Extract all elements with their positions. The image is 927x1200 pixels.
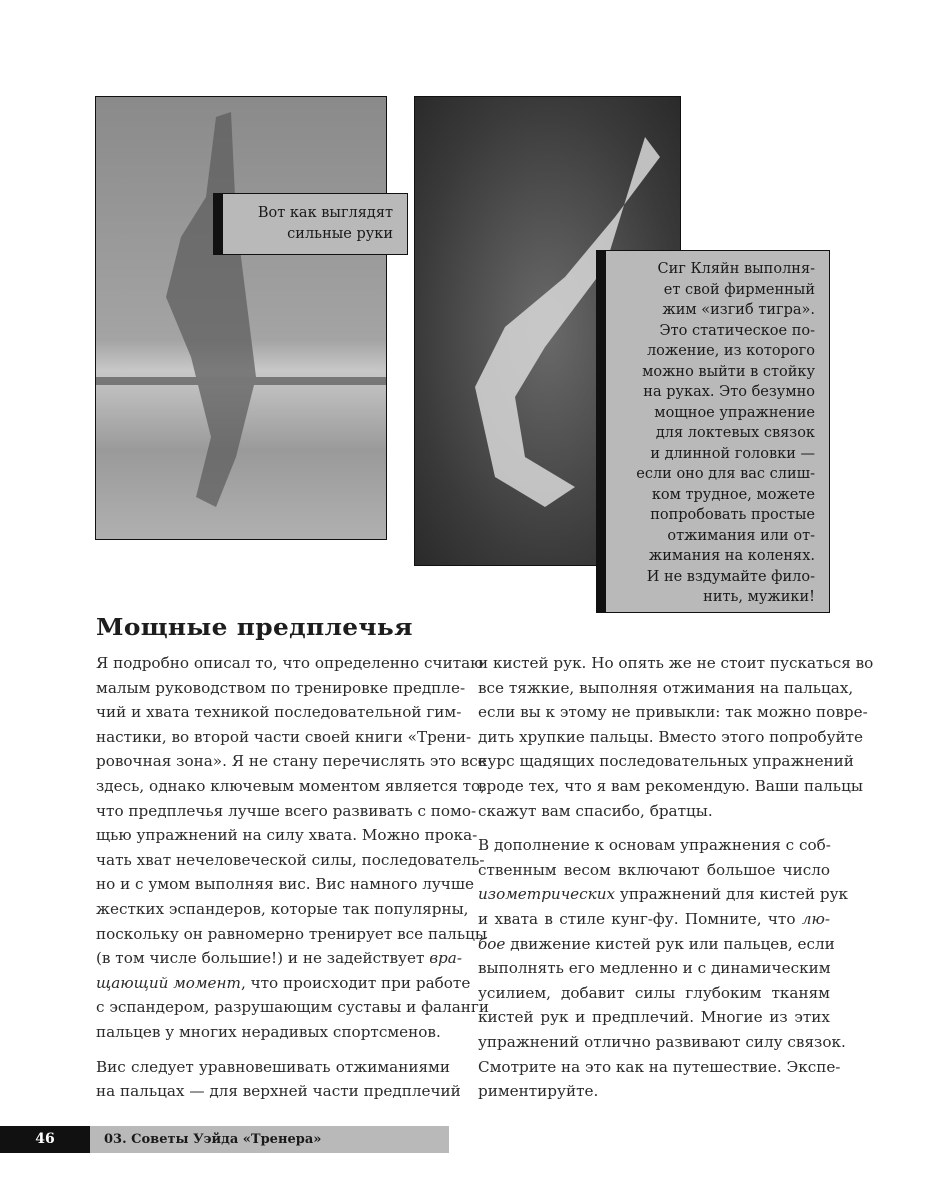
- text-line: [96, 995, 489, 1020]
- text-segment: Вис следует уравновешивать отжиманиями: [96, 1057, 450, 1076]
- caption-line: жим «изгиб тигра».: [662, 302, 815, 318]
- text-segment: скажут вам спасибо, братцы.: [478, 801, 713, 820]
- text-line: [478, 774, 863, 799]
- text-segment: выполнять его медленно и с динамическим: [478, 959, 831, 978]
- text-line: [478, 700, 868, 725]
- text-line: [478, 799, 830, 824]
- text-segment: если вы к этому не привыкли: так можно повре-: [478, 703, 868, 722]
- text-line: [96, 1055, 450, 1080]
- paragraph: [96, 651, 489, 1045]
- text-line: [96, 872, 474, 897]
- text-segment: здесь, однако ключевым моментом является то,: [96, 776, 485, 795]
- text-line: [478, 882, 849, 907]
- text-segment: (в том числе большие!) и не задействует: [96, 949, 430, 968]
- text-line: [478, 981, 830, 1006]
- text-segment: , что происходит при работе: [240, 973, 471, 992]
- caption-line: мощное упражнение: [654, 404, 815, 421]
- text-segment: упражнений для кистей рук: [615, 885, 849, 904]
- text-line: [96, 848, 485, 873]
- italic-text: бое: [478, 934, 506, 953]
- handstand-photo: [95, 96, 387, 540]
- text-line: [478, 1055, 841, 1080]
- text-segment: с эспандером, разрушающим суставы и фаланги: [96, 998, 489, 1017]
- text-segment: упражнений отлично развивают силу связок.: [478, 1032, 846, 1051]
- text-segment: движение кистей рук или пальцев, если: [505, 934, 835, 953]
- text-line: [478, 725, 864, 750]
- text-line: [96, 823, 478, 848]
- caption-line: на руках. Это безумно: [643, 384, 815, 400]
- text-segment: чать хват нечеловеческой силы, последователь-: [96, 850, 485, 869]
- text-line: [478, 833, 830, 858]
- caption-accent-bar: [214, 194, 223, 254]
- text-segment: дить хрупкие пальцы. Вместо этого попробуйте: [478, 727, 864, 746]
- text-segment: вроде тех, что я вам рекомендую. Ваши пальцы: [478, 776, 863, 795]
- caption-line: и длинной головки —: [650, 445, 815, 462]
- text-line: [96, 676, 466, 701]
- text-line: [96, 922, 487, 947]
- caption-line: сильные руки: [287, 225, 393, 242]
- text-line: [478, 1030, 846, 1055]
- running-title: 03. Советы Уэйда «Тренера»: [90, 1126, 449, 1153]
- italic-text: вра-: [429, 949, 462, 968]
- caption-line: Сиг Кляйн выполня-: [657, 261, 815, 277]
- text-line: [478, 956, 830, 981]
- caption-accent-bar: [597, 251, 606, 612]
- caption-line: попробовать простые: [650, 507, 815, 523]
- caption-line: нить, мужики!: [703, 589, 815, 605]
- text-segment: Я подробно описал то, что определенно считаю: [96, 654, 484, 672]
- caption-line: отжимания или от-: [667, 527, 815, 544]
- text-segment: на пальцах — для верхней части предплечий: [96, 1082, 461, 1101]
- caption-line: можно выйти в стойку: [642, 363, 815, 380]
- text-segment: малым руководством по тренировке предпле-: [96, 678, 466, 697]
- paragraph: [478, 833, 849, 1104]
- text-line: [96, 971, 471, 996]
- text-segment: курс щадящих последовательных упражнений: [478, 752, 854, 771]
- text-segment: пальцев у многих нерадивых спортсменов.: [96, 1022, 441, 1041]
- caption-line: И не вздумайте фило-: [646, 568, 815, 585]
- text-line: [96, 749, 487, 774]
- text-segment: Смотрите на это как на путешествие. Экспе-: [478, 1057, 841, 1076]
- photo-caption-strong-arms: [213, 193, 408, 255]
- text-line: [96, 774, 485, 799]
- caption-line: жимания на коленях.: [648, 548, 815, 564]
- text-line: [478, 749, 854, 774]
- caption-line: для локтевых связок: [655, 425, 815, 441]
- paragraph: [478, 651, 874, 823]
- text-segment: и хвата в стиле кунг-фу. Помните, что: [478, 909, 802, 928]
- caption-line: ет свой фирменный: [663, 281, 815, 298]
- handstand-figure-illustration: [96, 97, 387, 540]
- italic-text: щающий момент: [96, 973, 241, 992]
- text-segment: усилием, добавит силы глубоким тканям: [478, 983, 830, 1002]
- italic-text: изометрических: [478, 885, 616, 904]
- text-line: [478, 907, 830, 932]
- text-segment: чий и хвата техникой последовательной гим-: [96, 703, 462, 722]
- photo-caption-sig-klein: [596, 250, 830, 613]
- text-line: [96, 651, 484, 676]
- page-number: 46: [0, 1126, 90, 1153]
- text-line: [478, 858, 830, 883]
- italic-text: лю-: [801, 909, 830, 928]
- text-segment: жестких эспандеров, которые так популярны,: [96, 899, 469, 918]
- text-segment: поскольку он равномерно тренирует все пальцы: [96, 924, 487, 943]
- text-line: [478, 651, 874, 676]
- caption-line: если оно для вас слиш-: [636, 466, 815, 482]
- text-segment: ровочная зона». Я не стану перечислять это все: [96, 752, 487, 771]
- text-line: [478, 1079, 830, 1104]
- text-segment: настики, во второй части своей книги «Трени-: [96, 727, 472, 746]
- caption-line: Вот как выглядят: [257, 205, 393, 221]
- text-line: [96, 700, 462, 725]
- text-segment: щью упражнений на силу хвата. Можно прока-: [96, 826, 478, 845]
- text-line: [96, 946, 462, 971]
- text-line: [478, 676, 854, 701]
- text-segment: ственным весом включают большое число: [478, 860, 830, 879]
- text-segment: но и с умом выполняя вис. Вис намного лучше: [96, 875, 474, 894]
- text-line: [96, 1079, 461, 1104]
- text-line: [96, 1020, 450, 1045]
- text-line: [478, 1005, 830, 1030]
- text-segment: риментируйте.: [478, 1082, 599, 1101]
- paragraph: [96, 1055, 461, 1104]
- caption-line: ложение, из которого: [646, 343, 815, 359]
- caption-line: ком трудное, можете: [651, 486, 815, 503]
- text-segment: В дополнение к основам упражнения с соб-: [478, 836, 831, 855]
- text-line: [96, 725, 472, 750]
- text-segment: и кистей рук. Но опять же не стоит пускаться во: [478, 654, 874, 672]
- text-line: [478, 932, 835, 957]
- text-column-right: [478, 651, 874, 1114]
- text-line: [96, 897, 469, 922]
- text-line: [96, 799, 477, 824]
- text-segment: все тяжкие, выполняя отжимания на пальцах,: [478, 678, 854, 697]
- text-segment: кистей рук и предплечий. Многие из этих: [478, 1008, 830, 1027]
- text-column-left: [96, 651, 489, 1114]
- text-segment: что предплечья лучше всего развивать с помо-: [96, 801, 477, 820]
- caption-line: Это статическое по-: [659, 322, 815, 339]
- section-title: Мощные предплечья: [96, 614, 413, 641]
